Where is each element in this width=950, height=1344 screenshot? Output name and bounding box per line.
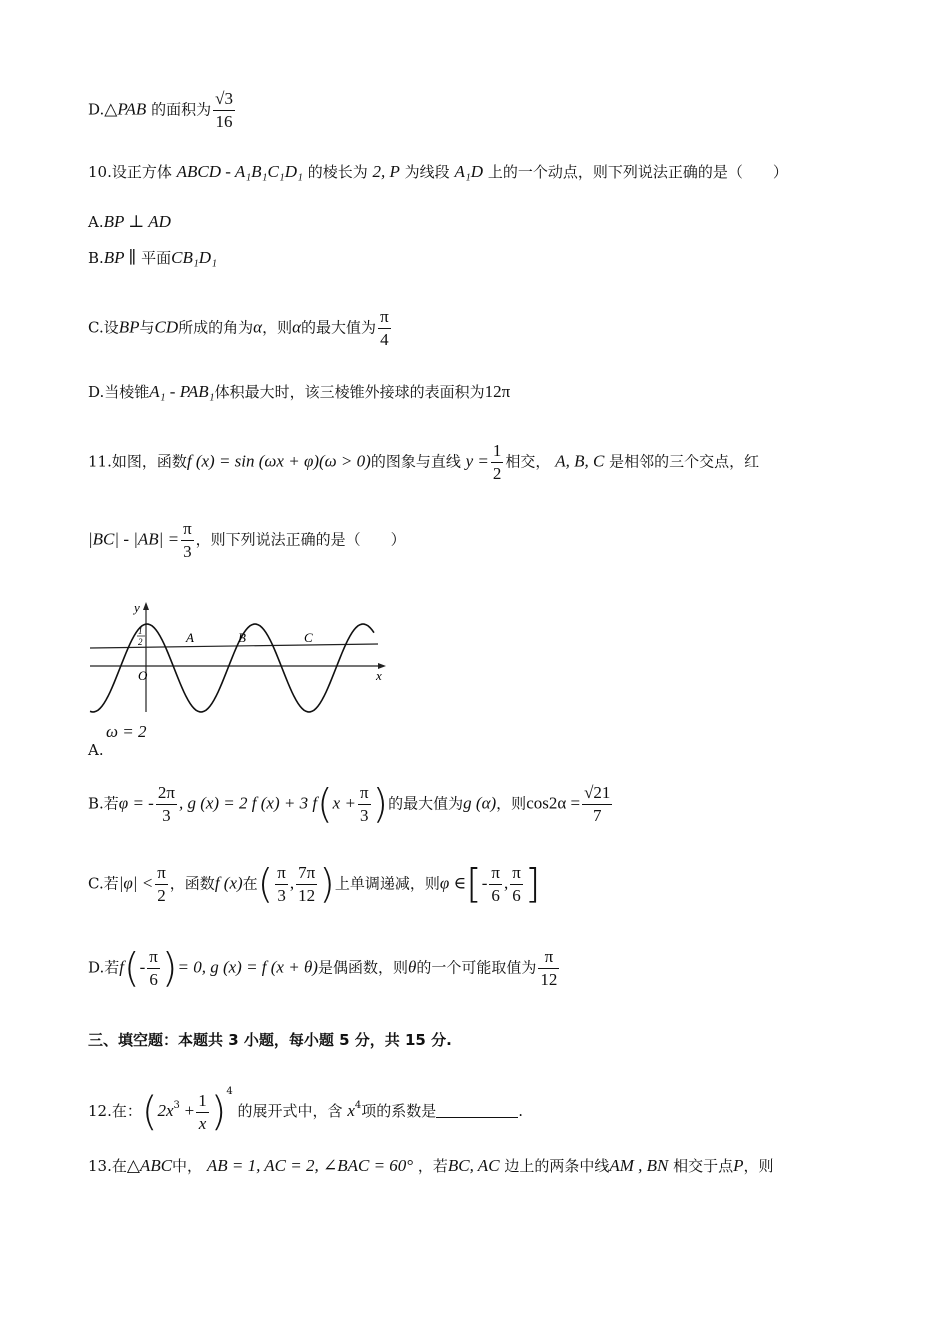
math: f (x) bbox=[214, 873, 243, 893]
q11-stem-line2 bbox=[88, 518, 406, 563]
numerator: π bbox=[275, 862, 288, 885]
text: ，则下列说法正确的是（ ） bbox=[195, 530, 406, 549]
option-label: A. bbox=[88, 213, 104, 231]
option-label: C.若 bbox=[88, 874, 119, 893]
text: 13.在 bbox=[88, 1157, 127, 1175]
paren-right: ) bbox=[372, 781, 389, 828]
math: AM , BN bbox=[609, 1156, 669, 1175]
math: - bbox=[139, 957, 146, 977]
numerator: 1 bbox=[491, 440, 504, 463]
q10-option-b bbox=[88, 248, 217, 268]
fraction bbox=[155, 862, 168, 907]
q9-option-d bbox=[88, 88, 237, 133]
text: 体积最大时，该三棱锥外接球的表面积为 bbox=[214, 383, 485, 401]
math: BP ∥ bbox=[103, 248, 137, 267]
text: ，函数 bbox=[169, 874, 215, 893]
paren-right: ) bbox=[319, 861, 335, 908]
comma: , bbox=[289, 873, 295, 893]
denominator: 6 bbox=[149, 970, 158, 989]
text: 10.设正方体 bbox=[88, 163, 172, 181]
math: θ bbox=[407, 957, 417, 977]
option-label: D.若 bbox=[88, 958, 120, 977]
paren-left: ( bbox=[317, 781, 333, 828]
text: 的展开式中，含 bbox=[237, 1102, 343, 1120]
math: f bbox=[119, 957, 124, 977]
math: α bbox=[253, 317, 263, 337]
bracket-left: [ bbox=[466, 861, 482, 908]
numerator: π bbox=[510, 862, 523, 885]
text: 上单调递减，则 bbox=[334, 874, 440, 893]
text: 12.在： bbox=[88, 1102, 142, 1120]
line-y-half bbox=[90, 644, 378, 648]
paren-right: ) bbox=[161, 945, 178, 992]
fraction bbox=[156, 782, 177, 827]
bracket-right: ] bbox=[524, 861, 541, 908]
text: . bbox=[518, 1102, 524, 1120]
half-numerator: 1 bbox=[138, 626, 143, 636]
fraction bbox=[491, 440, 504, 485]
q10-stem bbox=[88, 162, 788, 182]
math: ω = 2 bbox=[106, 722, 147, 741]
text: 上的一个动点，则下列说法正确的是（ ） bbox=[487, 163, 788, 181]
fraction bbox=[213, 88, 235, 133]
math: f (x) = sin (ωx + φ)(ω > 0) bbox=[186, 451, 371, 471]
numerator: √21 bbox=[582, 782, 612, 805]
text: 的面积为 bbox=[151, 100, 212, 119]
math: A₁ - PAB₁ bbox=[149, 382, 215, 401]
q11-stem bbox=[88, 440, 759, 485]
half-denominator: 2 bbox=[138, 637, 143, 647]
math: ABCD - A₁B₁C₁D₁ bbox=[176, 162, 303, 181]
math: CB₁D₁ bbox=[171, 248, 217, 267]
math: α bbox=[292, 317, 302, 337]
text: 11.如图，函数 bbox=[88, 452, 187, 471]
math: |φ| < bbox=[118, 873, 154, 893]
denominator: 2 bbox=[492, 464, 502, 483]
text: 相交， bbox=[505, 452, 551, 471]
text: 项的系数是 bbox=[361, 1102, 437, 1120]
fraction bbox=[147, 946, 160, 991]
fraction bbox=[510, 862, 523, 907]
math: CD bbox=[154, 317, 179, 337]
denominator: 12 bbox=[298, 886, 316, 905]
text: 的图象与直线 bbox=[370, 452, 461, 471]
denominator: 16 bbox=[215, 112, 233, 131]
q11-option-d bbox=[88, 946, 561, 991]
q13 bbox=[88, 1156, 774, 1176]
option-label: B. bbox=[88, 249, 104, 267]
math: cos2α = bbox=[526, 793, 581, 813]
text: ，则 bbox=[262, 318, 293, 337]
point-b-label: B bbox=[238, 630, 246, 645]
numerator: 1 bbox=[196, 1090, 209, 1113]
text: 的最大值为 bbox=[301, 318, 377, 337]
fraction bbox=[489, 862, 502, 907]
math: x bbox=[347, 1101, 355, 1120]
q10-option-c bbox=[88, 306, 393, 351]
comma: , bbox=[503, 873, 509, 893]
text: 平面 bbox=[141, 249, 172, 267]
text: 的棱长为 bbox=[307, 163, 368, 181]
fraction bbox=[582, 782, 612, 827]
math: - bbox=[481, 873, 488, 893]
origin-label: O bbox=[138, 668, 148, 683]
paren-left: ( bbox=[257, 861, 274, 908]
text: 是相邻的三个交点，红 bbox=[609, 452, 760, 471]
text: 与 bbox=[139, 318, 155, 337]
text: 相交于点 bbox=[673, 1157, 734, 1175]
text: 是偶函数，则 bbox=[317, 958, 408, 977]
numerator: π bbox=[538, 946, 559, 969]
q10-option-a bbox=[88, 212, 171, 232]
math: 2x bbox=[157, 1101, 174, 1120]
option-label: D.当棱锥 bbox=[88, 383, 150, 401]
exponent: 4 bbox=[354, 1100, 362, 1111]
denominator: 3 bbox=[162, 806, 171, 825]
math: y = bbox=[465, 451, 489, 471]
math: 2, P bbox=[372, 162, 400, 181]
denominator: 6 bbox=[512, 886, 521, 905]
exponent: 3 bbox=[173, 1100, 180, 1111]
text: 边上的两条中线 bbox=[504, 1157, 610, 1175]
option-label: D. bbox=[88, 100, 105, 119]
math: |BC| - |AB| = bbox=[88, 529, 180, 549]
exponent: 4 bbox=[226, 1086, 233, 1097]
numerator: π bbox=[155, 862, 168, 885]
option-label: B.若 bbox=[88, 794, 119, 813]
numerator: π bbox=[181, 518, 194, 541]
fraction bbox=[196, 1090, 209, 1135]
text: ，若 bbox=[417, 1157, 448, 1175]
point-a-label: A bbox=[186, 630, 194, 645]
sine-curve bbox=[90, 624, 374, 712]
denominator: 3 bbox=[183, 542, 192, 561]
fraction bbox=[538, 946, 559, 991]
denominator: x bbox=[198, 1113, 207, 1133]
point-c-label: C bbox=[304, 630, 313, 645]
text: 的最大值为 bbox=[388, 794, 464, 813]
option-label: A. bbox=[88, 741, 104, 759]
answer-blank[interactable] bbox=[436, 1101, 518, 1118]
fraction bbox=[275, 862, 288, 907]
paren-right: ) bbox=[210, 1089, 227, 1135]
denominator: 3 bbox=[360, 806, 369, 825]
text: 为线段 bbox=[404, 163, 450, 181]
math: △PAB bbox=[104, 99, 147, 119]
x-label: x bbox=[376, 668, 382, 683]
denominator: 12 bbox=[540, 970, 558, 989]
option-label: C.设 bbox=[88, 318, 119, 337]
y-label: y bbox=[134, 600, 140, 615]
q10-option-d bbox=[88, 382, 510, 402]
math: AB = 1, AC = 2, ∠BAC = 60° bbox=[206, 1156, 414, 1175]
math: BC, AC bbox=[447, 1156, 500, 1175]
fraction bbox=[181, 518, 194, 563]
fraction bbox=[296, 862, 317, 907]
math: △ABC bbox=[126, 1156, 173, 1175]
section-3-heading: 三、填空题：本题共 3 小题，每小题 5 分，共 15 分. bbox=[88, 1031, 452, 1049]
math: , g (x) = 2 f (x) + 3 f bbox=[178, 793, 318, 813]
math: 12π bbox=[484, 382, 511, 401]
text: ，则 bbox=[743, 1157, 774, 1175]
fraction bbox=[378, 306, 391, 351]
math: A₁D bbox=[454, 162, 484, 181]
q12 bbox=[88, 1082, 523, 1135]
denominator: 4 bbox=[380, 330, 389, 349]
text: 在 bbox=[242, 874, 258, 893]
math: φ ∈ bbox=[439, 873, 467, 893]
math: φ = - bbox=[118, 793, 154, 813]
denominator: 3 bbox=[277, 886, 286, 905]
numerator: π bbox=[147, 946, 160, 969]
paren-left: ( bbox=[124, 945, 140, 992]
math: BP bbox=[118, 317, 140, 337]
text: 中， bbox=[172, 1157, 203, 1175]
numerator: 2π bbox=[156, 782, 177, 805]
math: + bbox=[184, 1101, 195, 1120]
denominator: 6 bbox=[491, 886, 500, 905]
q11-option-b bbox=[88, 782, 614, 827]
math: x + bbox=[332, 793, 356, 813]
paren-left: ( bbox=[141, 1089, 158, 1135]
numerator: π bbox=[378, 306, 391, 329]
math: A, B, C bbox=[555, 451, 605, 471]
q11-option-c bbox=[88, 862, 540, 907]
math: BP ⊥ AD bbox=[103, 212, 171, 231]
fraction bbox=[358, 782, 371, 827]
denominator: 7 bbox=[593, 806, 602, 825]
math: g (α) bbox=[463, 793, 497, 813]
text: ，则 bbox=[496, 794, 527, 813]
math: = 0, g (x) = f (x + θ) bbox=[177, 957, 318, 977]
numerator: π bbox=[358, 782, 371, 805]
sine-graph-figure bbox=[88, 598, 398, 718]
denominator: 2 bbox=[157, 886, 166, 905]
numerator: 7π bbox=[296, 862, 317, 885]
numerator: π bbox=[489, 862, 502, 885]
math: P bbox=[733, 1156, 744, 1175]
y-arrow bbox=[143, 602, 149, 610]
text: 所成的角为 bbox=[178, 318, 254, 337]
text: 的一个可能取值为 bbox=[416, 958, 537, 977]
numerator: √3 bbox=[213, 88, 235, 111]
